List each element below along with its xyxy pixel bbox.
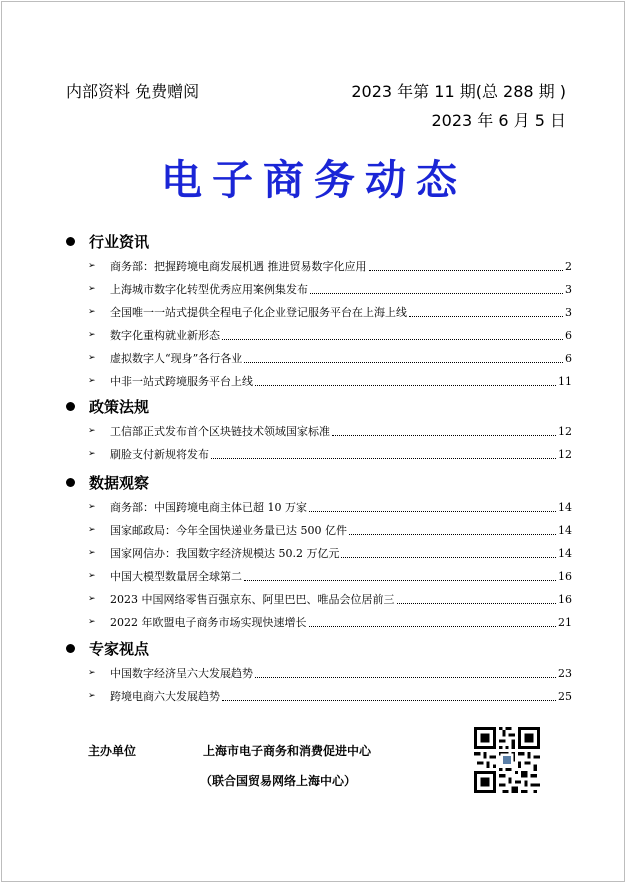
- arrowhead-icon: ➢: [88, 284, 96, 294]
- toc-item-title: 跨境电商六大发展趋势: [110, 690, 220, 703]
- toc-item-title: 商务部：中国跨境电商主体已超 10 万家: [110, 501, 307, 514]
- toc-item-title: 国家邮政局：今年全国快递业务量已达 500 亿件: [110, 524, 347, 537]
- toc-item[interactable]: [62, 345, 572, 368]
- toc-item-title: 国家网信办：我国数字经济规模达 50.2 万亿元: [110, 547, 340, 560]
- toc-item[interactable]: [62, 660, 572, 683]
- leader-dots: [244, 362, 563, 363]
- toc-item-title: 刷脸支付新规将发布: [110, 448, 209, 461]
- leader-dots: [244, 580, 556, 581]
- toc-item[interactable]: [62, 441, 572, 464]
- leader-dots: [409, 316, 563, 317]
- toc-item-page: 23: [558, 667, 572, 680]
- sponsor-organization-alias: （联合国贸易网络上海中心）: [200, 774, 357, 788]
- arrowhead-icon: ➢: [88, 668, 96, 678]
- arrowhead-icon: ➢: [88, 261, 96, 271]
- section-policy: [62, 394, 572, 464]
- toc-item-title: 中非一站式跨境服务平台上线: [110, 375, 253, 388]
- toc-item[interactable]: [62, 322, 572, 345]
- toc-item-page: 6: [565, 352, 572, 365]
- toc-item[interactable]: [62, 276, 572, 299]
- leader-dots: [349, 534, 556, 535]
- toc-item-title: 2022 年欧盟电子商务市场实现快速增长: [110, 616, 307, 629]
- leader-dots: [211, 458, 556, 459]
- arrowhead-icon: ➢: [88, 691, 96, 701]
- toc-item-page: 12: [558, 425, 572, 438]
- section-heading: [62, 470, 572, 494]
- toc-item-page: 14: [558, 501, 572, 514]
- sponsor-organization: 上海市电子商务和消费促进中心: [203, 744, 372, 758]
- toc-item[interactable]: [62, 418, 572, 441]
- toc-item-title: 商务部：把握跨境电商发展机遇 推进贸易数字化应用: [110, 260, 367, 273]
- toc-item-page: 3: [565, 306, 572, 319]
- toc-item[interactable]: [62, 299, 572, 322]
- arrowhead-icon: ➢: [88, 525, 96, 535]
- arrowhead-icon: ➢: [88, 426, 96, 436]
- section-heading: [62, 394, 572, 418]
- toc-item[interactable]: [62, 494, 572, 517]
- section-data-watch: [62, 470, 572, 632]
- leader-dots: [369, 270, 564, 271]
- section-heading: [62, 636, 572, 660]
- toc-item-title: 虚拟数字人“现身”各行各业: [110, 352, 243, 365]
- issue-date: 2023 年 6 月 5 日: [431, 111, 566, 130]
- toc-item[interactable]: [62, 609, 572, 632]
- section-heading: [62, 229, 572, 253]
- toc-item-page: 6: [565, 329, 572, 342]
- leader-dots: [222, 339, 563, 340]
- bullet-icon: [66, 402, 75, 411]
- arrowhead-icon: ➢: [88, 548, 96, 558]
- toc-item-page: 25: [558, 690, 572, 703]
- section-heading-label: 政策法规: [89, 397, 150, 416]
- toc-item-page: 12: [558, 448, 572, 461]
- toc-item-title: 上海城市数字化转型优秀应用案例集发布: [110, 283, 308, 296]
- toc-item-title: 全国唯一一站式提供全程电子化企业登记服务平台在上海上线: [110, 306, 407, 319]
- qr-code-icon: [474, 727, 540, 793]
- toc-item-page: 2: [565, 260, 572, 273]
- leader-dots: [255, 385, 556, 386]
- leader-dots: [341, 557, 556, 558]
- leader-dots: [397, 603, 557, 604]
- arrowhead-icon: ➢: [88, 502, 96, 512]
- distribution-note: 内部资料 免费赠阅: [66, 82, 200, 101]
- toc-item-title: 中国大模型数量居全球第二: [110, 570, 242, 583]
- toc-item-page: 16: [558, 593, 572, 606]
- toc-item-page: 14: [558, 547, 572, 560]
- bullet-icon: [66, 644, 75, 653]
- toc-item-title: 2023 中国网络零售百强京东、阿里巴巴、唯品会位居前三: [110, 593, 395, 606]
- section-heading-label: 数据观察: [89, 473, 150, 492]
- leader-dots: [332, 435, 556, 436]
- arrowhead-icon: ➢: [88, 617, 96, 627]
- toc-item[interactable]: [62, 540, 572, 563]
- toc-item-title: 数字化重构就业新形态: [110, 329, 220, 342]
- toc-item-page: 11: [558, 375, 572, 388]
- toc-item[interactable]: [62, 517, 572, 540]
- arrowhead-icon: ➢: [88, 449, 96, 459]
- arrowhead-icon: ➢: [88, 353, 96, 363]
- arrowhead-icon: ➢: [88, 330, 96, 340]
- bullet-icon: [66, 237, 75, 246]
- issue-number: 2023 年第 11 期(总 288 期 ): [351, 82, 566, 101]
- publication-title: 电子商务动态: [161, 156, 467, 204]
- toc-item[interactable]: [62, 586, 572, 609]
- toc-item-title: 工信部正式发布首个区块链技术领域国家标准: [110, 425, 330, 438]
- leader-dots: [309, 626, 557, 627]
- sponsor-label: 主办单位: [88, 744, 137, 758]
- toc-item-title: 中国数字经济呈六大发展趋势: [110, 667, 253, 680]
- toc-item-page: 3: [565, 283, 572, 296]
- arrowhead-icon: ➢: [88, 571, 96, 581]
- arrowhead-icon: ➢: [88, 376, 96, 386]
- arrowhead-icon: ➢: [88, 594, 96, 604]
- leader-dots: [310, 293, 563, 294]
- leader-dots: [255, 677, 556, 678]
- toc-item[interactable]: [62, 253, 572, 276]
- section-heading-label: 专家视点: [89, 639, 150, 658]
- toc-item[interactable]: [62, 683, 572, 706]
- toc-item-page: 21: [558, 616, 572, 629]
- section-heading-label: 行业资讯: [89, 232, 150, 251]
- leader-dots: [309, 511, 556, 512]
- toc-item[interactable]: [62, 368, 572, 391]
- toc-item-page: 14: [558, 524, 572, 537]
- section-industry-news: [62, 229, 572, 391]
- section-expert-view: [62, 636, 572, 706]
- toc-item-page: 16: [558, 570, 572, 583]
- leader-dots: [222, 700, 556, 701]
- arrowhead-icon: ➢: [88, 307, 96, 317]
- toc-item[interactable]: [62, 563, 572, 586]
- bullet-icon: [66, 478, 75, 487]
